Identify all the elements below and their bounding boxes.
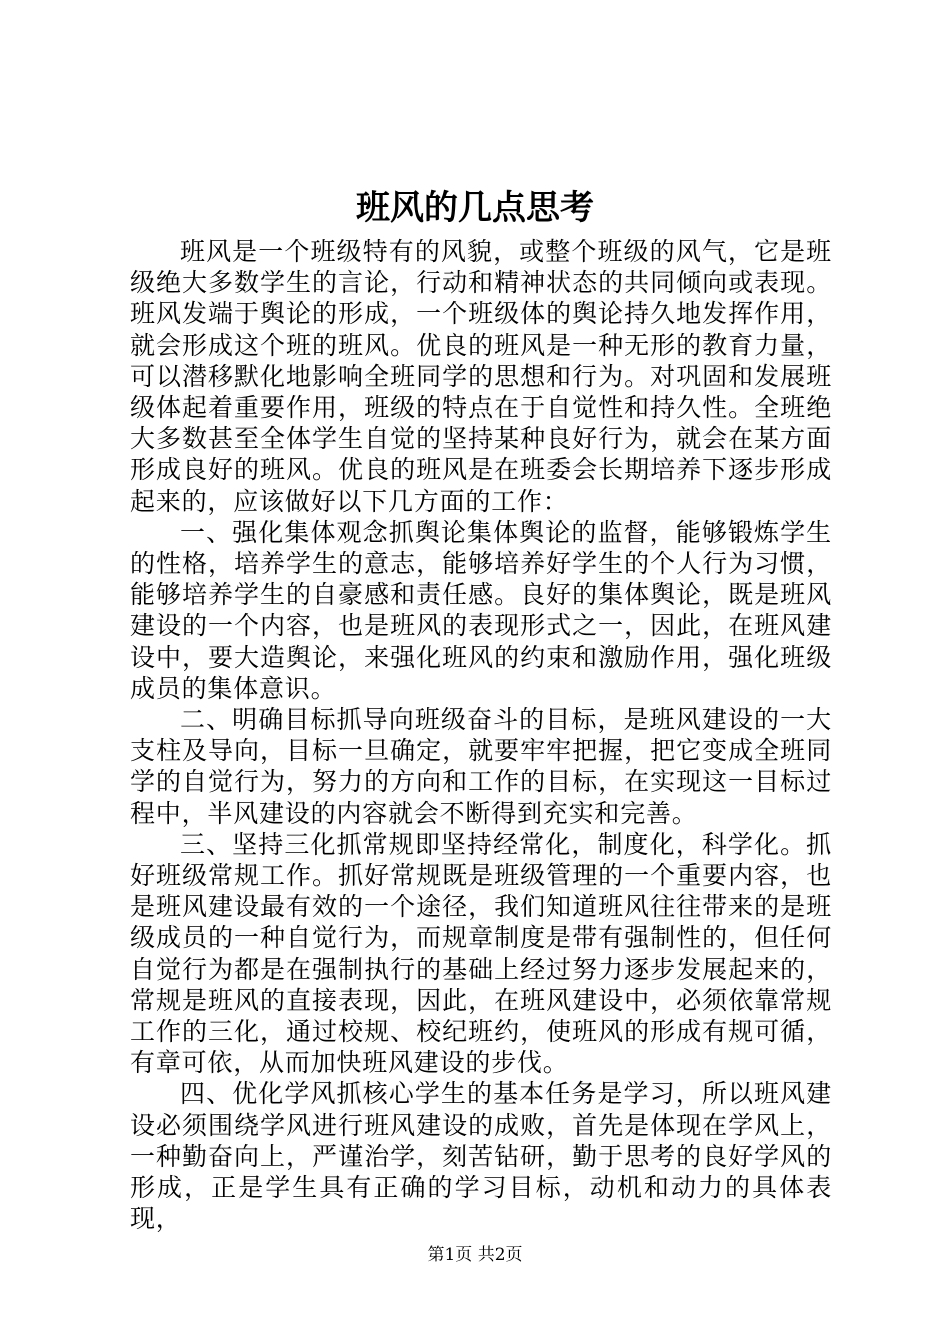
paragraph-intro: 班风是一个班级特有的风貌，或整个班级的风气，它是班级绝大多数学生的言论，行动和精神状态的共同倾向或表现。班风发端于舆论的形成，一个班级体的舆论持久地发挥作用，就会形成这个班的班风。优良的班风是一种无形的教育力量，可以潜移默化地影响全班同学的思想和行为。对巩固和发展班级体起着重要作用，班级的特点在于自觉性和持久性。全班绝大多数甚至全体学生自觉的坚持某种良好行为，就会在某方面形成良好的班风。优良的班风是在班委会长期培养下逐步形成起来的，应该做好以下几方面的工作：: [130, 237, 832, 516]
paragraph-section-4: 四、优化学风抓核心学生的基本任务是学习，所以班风建设必须围绕学风进行班风建设的成败，首先是体现在学风上，一种勤奋向上，严谨治学，刻苦钻研，勤于思考的良好学风的形成，正是学生具有正确的学习目标，动机和动力的具体表现，: [130, 1079, 832, 1234]
paragraph-section-3: 三、坚持三化抓常规即坚持经常化，制度化，科学化。抓好班级常规工作。抓好常规既是班级管理的一个重要内容，也是班风建设最有效的一个途径，我们知道班风往往带来的是班级成员的一种自觉行为，而规章制度是带有强制性的，但任何自觉行为都是在强制执行的基础上经过努力逐步发展起来的，常规是班风的直接表现，因此，在班风建设中，必须依靠常规工作的三化，通过校规、校纪班约，使班风的形成有规可循，有章可依，从而加快班风建设的步伐。: [130, 829, 832, 1078]
document-title: 班风的几点思考: [356, 188, 594, 228]
document-body: [130, 236, 832, 1235]
page-footer: 第1页 共2页: [427, 1245, 523, 1265]
paragraph-section-2: 二、明确目标抓导向班级奋斗的目标，是班风建设的一大支柱及导向，目标一旦确定，就要牢牢把握，把它变成全班同学的自觉行为，努力的方向和工作的目标，在实现这一目标过程中，半风建设的内容就会不断得到充实和完善。: [130, 705, 832, 828]
paragraph-section-1: 一、强化集体观念抓舆论集体舆论的监督，能够锻炼学生的性格，培养学生的意志，能够培养好学生的个人行为习惯，能够培养学生的自豪感和责任感。良好的集体舆论，既是班风建设的一个内容，也是班风的表现形式之一，因此，在班风建设中，要大造舆论，来强化班风的约束和激励作用，强化班级成员的集体意识。: [130, 517, 832, 703]
